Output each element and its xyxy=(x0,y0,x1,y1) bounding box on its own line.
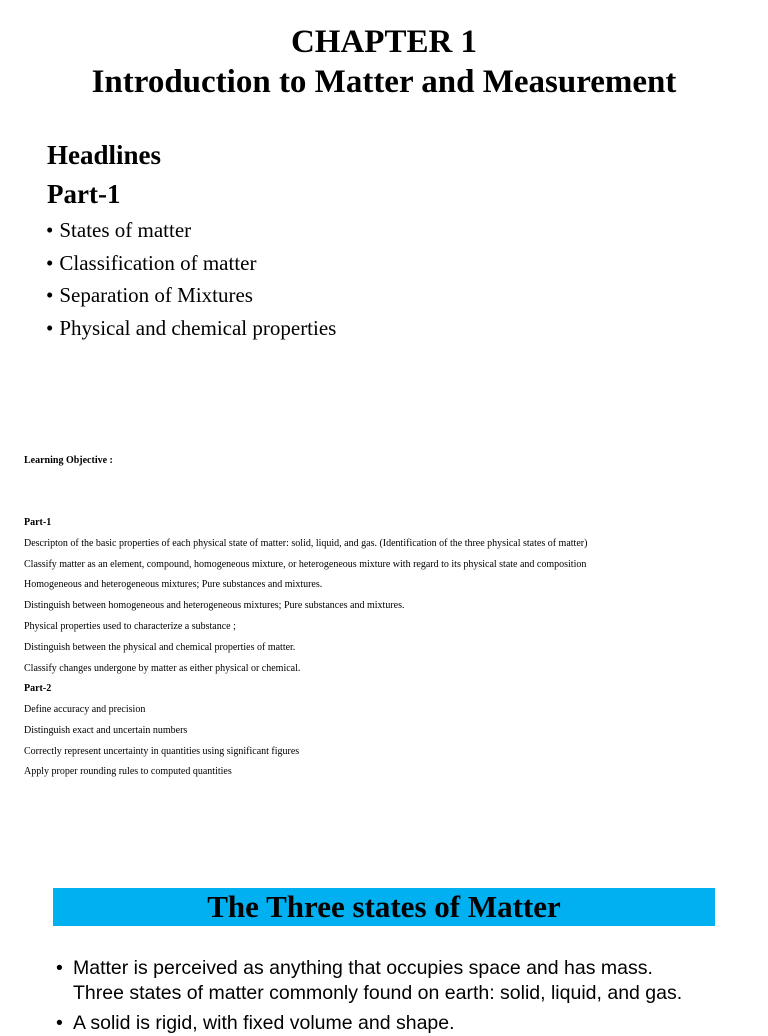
objective-item: Classify changes undergone by matter as either physical or chemical. xyxy=(24,663,301,674)
headline-item: • Physical and chemical properties xyxy=(46,312,336,345)
objectives-part-2-label: Part-2 xyxy=(24,683,52,694)
objective-item: Distinguish exact and uncertain numbers xyxy=(24,725,188,736)
objective-item: Homogeneous and heterogeneous mixtures; Pure substances and mixtures. xyxy=(24,579,323,590)
objective-item: Physical properties used to characterize a substance ; xyxy=(24,621,236,632)
section-bullet-line: Matter is perceived as anything that occupies space and has mass. xyxy=(73,957,653,979)
objective-item: Classify matter as an element, compound, homogeneous mixture, or heterogeneous mixture with regard to its physical state and composition xyxy=(24,559,587,570)
section-bullet-list xyxy=(56,956,682,1036)
part-1-heading: Part-1 xyxy=(47,179,121,209)
headline-item: • States of matter xyxy=(46,214,336,247)
objective-item: Descripton of the basic properties of each physical state of matter: solid, liquid, and gas. (Identification of the three physical states of matter) xyxy=(24,538,588,549)
objectives-part-1-label: Part-1 xyxy=(24,517,52,528)
headline-list xyxy=(46,214,336,344)
chapter-number: CHAPTER 1 xyxy=(290,24,478,60)
headline-item: • Classification of matter xyxy=(46,247,336,280)
learning-objective-label: Learning Objective : xyxy=(24,455,113,466)
objective-item: Distinguish between homogeneous and heterogeneous mixtures; Pure substances and mixtures. xyxy=(24,600,405,611)
headlines-heading: Headlines xyxy=(47,140,162,170)
objective-item: Distinguish between the physical and chemical properties of matter. xyxy=(24,642,296,653)
objective-item: Define accuracy and precision xyxy=(24,704,146,715)
chapter-title: Introduction to Matter and Measurement xyxy=(91,64,677,100)
objective-item: Correctly represent uncertainty in quantities using significant figures xyxy=(24,746,300,757)
section-title: The Three states of Matter xyxy=(207,889,561,924)
section-banner xyxy=(53,888,715,926)
section-bullet-line: Three states of matter commonly found on earth: solid, liquid, and gas. xyxy=(73,982,683,1004)
headline-item: • Separation of Mixtures xyxy=(46,279,336,312)
section-bullet-line: A solid is rigid, with fixed volume and shape. xyxy=(73,1012,455,1034)
section-bullet xyxy=(56,956,682,1006)
objective-item: Apply proper rounding rules to computed quantities xyxy=(24,766,232,777)
